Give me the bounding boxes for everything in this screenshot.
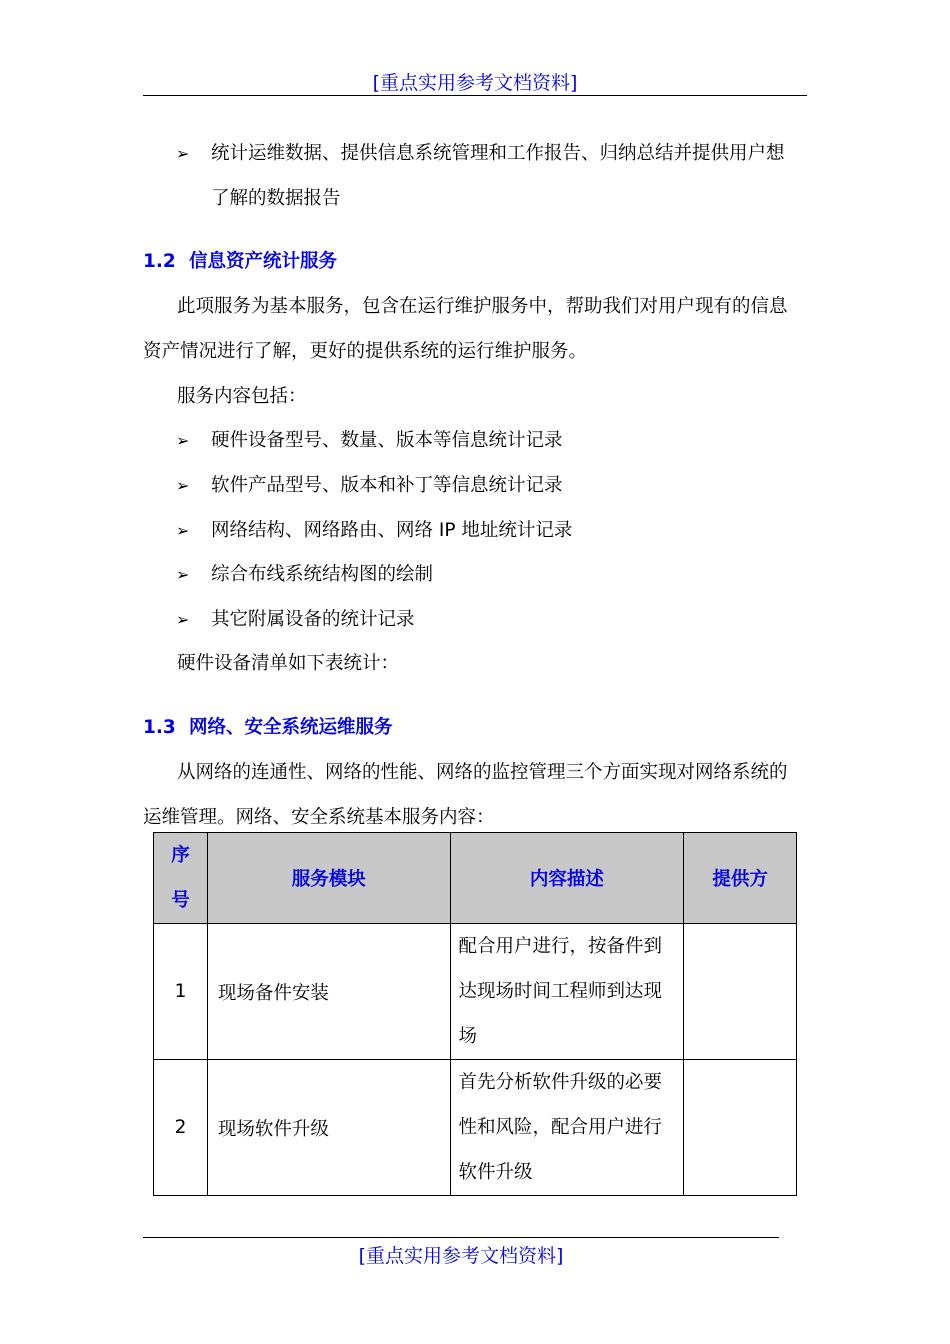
- bullet-arrow-icon: ➢: [176, 521, 190, 540]
- section-heading-1-2: [143, 250, 337, 274]
- page-header: [重点实用参考文档资料]: [372, 72, 578, 94]
- list-item: 软件产品型号、版本和补丁等信息统计记录: [211, 475, 563, 496]
- intro-bullet-line1: 统计运维数据、提供信息系统管理和工作报告、归纳总结并提供用户想: [211, 143, 785, 164]
- header-rule: [143, 95, 807, 96]
- list-item: 硬件设备型号、数量、版本等信息统计记录: [211, 430, 563, 451]
- header-num-line1: 序: [171, 845, 190, 866]
- row-num: 1: [154, 924, 208, 1060]
- section-1-2-para-line1: 此项服务为基本服务，包含在运行维护服务中，帮助我们对用户现有的信息: [177, 296, 788, 317]
- header-num: [154, 833, 208, 924]
- desc-line: 场: [458, 1026, 478, 1047]
- list-item: 其它附属设备的统计记录: [211, 609, 415, 630]
- section-1-2-intro: 服务内容包括：: [177, 386, 307, 407]
- desc-line: 软件升级: [458, 1162, 533, 1183]
- bullet-arrow-icon: ➢: [176, 144, 190, 163]
- header-desc: 内容描述: [450, 833, 684, 924]
- header-provider: 提供方: [684, 833, 797, 924]
- table-row: [154, 924, 797, 1060]
- row-module: 现场备件安装: [207, 924, 450, 1060]
- bullet-arrow-icon: ➢: [176, 610, 190, 629]
- section-title: 信息资产统计服务: [189, 251, 338, 272]
- bullet-arrow-icon: ➢: [176, 476, 190, 495]
- list-item: 网络结构、网络路由、网络 IP 地址统计记录: [211, 520, 573, 541]
- desc-line: 首先分析软件升级的必要: [458, 1072, 663, 1093]
- row-desc: [450, 924, 684, 1060]
- row-provider: [684, 924, 797, 1060]
- row-desc: [450, 1060, 684, 1196]
- bullet-arrow-icon: ➢: [176, 431, 190, 450]
- desc-line: 配合用户进行，按备件到: [458, 936, 663, 957]
- header-module: 服务模块: [207, 833, 450, 924]
- list-item: 综合布线系统结构图的绘制: [211, 564, 434, 585]
- section-title: 网络、安全系统运维服务: [189, 717, 393, 738]
- page-footer: [重点实用参考文档资料]: [358, 1245, 564, 1267]
- desc-line: 达现场时间工程师到达现: [458, 981, 663, 1002]
- section-number: 1.3: [143, 717, 176, 738]
- bullet-arrow-icon: ➢: [176, 565, 190, 584]
- row-provider: [684, 1060, 797, 1196]
- section-1-2-para-line2: 资产情况进行了解，更好的提供系统的运行维护服务。: [143, 341, 588, 362]
- service-table: [153, 832, 797, 1196]
- table-row: [154, 1060, 797, 1196]
- header-num-line2: 号: [171, 890, 190, 911]
- row-num: 2: [154, 1060, 208, 1196]
- section-1-3-para-line1: 从网络的连通性、网络的性能、网络的监控管理三个方面实现对网络系统的: [177, 762, 788, 783]
- desc-line: 性和风险，配合用户进行: [458, 1117, 663, 1138]
- section-number: 1.2: [143, 251, 176, 272]
- intro-bullet-line2: 了解的数据报告: [211, 188, 341, 209]
- footer-rule: [143, 1237, 779, 1238]
- row-module: 现场软件升级: [207, 1060, 450, 1196]
- section-heading-1-3: [143, 716, 393, 740]
- section-1-3-para-line2: 运维管理。网络、安全系统基本服务内容：: [143, 807, 495, 828]
- section-1-2-closing: 硬件设备清单如下表统计：: [177, 653, 400, 674]
- table-header-row: [154, 833, 797, 924]
